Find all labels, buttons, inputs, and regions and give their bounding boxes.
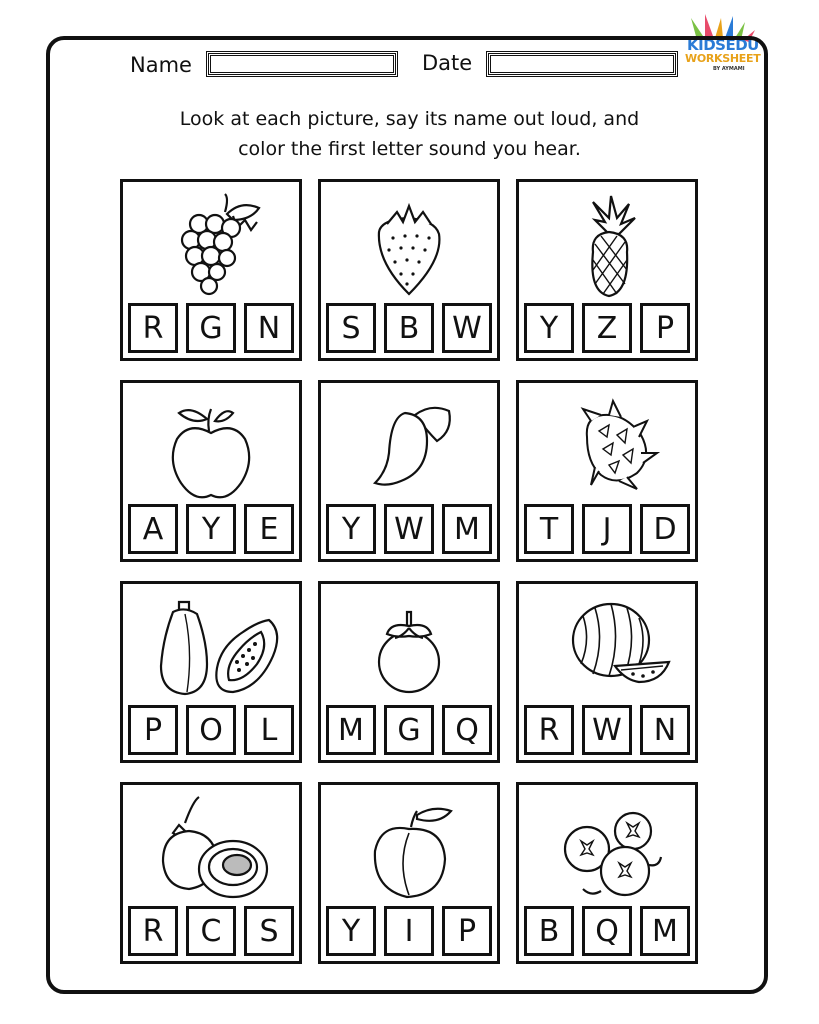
mangosteen-icon: [331, 592, 487, 704]
letter-box[interactable]: N: [244, 303, 294, 353]
letter-choices: [326, 705, 492, 755]
name-field[interactable]: [208, 53, 396, 75]
blueberries-icon: [529, 793, 685, 905]
letter-box[interactable]: T: [524, 504, 574, 554]
letter-box[interactable]: O: [186, 705, 236, 755]
pineapple-icon: [529, 190, 685, 302]
logo-text-byline: BY AYMAMI: [713, 66, 745, 72]
card-grapes: [120, 179, 302, 361]
apple-icon: [133, 391, 289, 503]
letter-box[interactable]: R: [128, 906, 178, 956]
letter-choices: [326, 504, 492, 554]
dragon-fruit-icon: [529, 391, 685, 503]
letter-box[interactable]: R: [524, 705, 574, 755]
logo-text-worksheet: WORKSHEET: [685, 52, 761, 65]
letter-choices: [128, 705, 294, 755]
date-label: Date: [422, 51, 473, 75]
letter-box[interactable]: Y: [524, 303, 574, 353]
letter-box[interactable]: J: [582, 504, 632, 554]
letter-box[interactable]: B: [384, 303, 434, 353]
card-dragon-fruit: [516, 380, 698, 562]
letter-choices: [326, 303, 492, 353]
letter-box[interactable]: S: [326, 303, 376, 353]
letter-choices: [524, 504, 690, 554]
letter-box[interactable]: E: [244, 504, 294, 554]
card-watermelon: [516, 581, 698, 763]
letter-choices: [524, 303, 690, 353]
letter-box[interactable]: L: [244, 705, 294, 755]
letter-box[interactable]: Q: [582, 906, 632, 956]
letter-box[interactable]: W: [384, 504, 434, 554]
letter-box[interactable]: M: [326, 705, 376, 755]
letter-box[interactable]: Y: [326, 906, 376, 956]
instructions: [0, 104, 819, 164]
instructions-line-1: Look at each picture, say its name out loud, and: [179, 108, 640, 130]
letter-box[interactable]: M: [640, 906, 690, 956]
letter-box[interactable]: P: [640, 303, 690, 353]
letter-box[interactable]: B: [524, 906, 574, 956]
coconut-icon: [133, 793, 289, 905]
letter-box[interactable]: N: [640, 705, 690, 755]
letter-box[interactable]: Y: [186, 504, 236, 554]
letter-box[interactable]: Z: [582, 303, 632, 353]
logo-text-kidsedu: KIDSEDU: [687, 36, 759, 54]
instructions-line-2: color the first letter sound you hear.: [238, 138, 581, 160]
mango-icon: [331, 391, 487, 503]
letter-box[interactable]: W: [442, 303, 492, 353]
peach-icon: [331, 793, 487, 905]
strawberry-icon: [331, 190, 487, 302]
letter-box[interactable]: G: [384, 705, 434, 755]
card-peach: [318, 782, 500, 964]
card-apple: [120, 380, 302, 562]
letter-box[interactable]: I: [384, 906, 434, 956]
letter-choices: [524, 705, 690, 755]
letter-choices: [128, 303, 294, 353]
letter-box[interactable]: Q: [442, 705, 492, 755]
name-label: Name: [130, 53, 192, 77]
letter-box[interactable]: W: [582, 705, 632, 755]
card-papaya: [120, 581, 302, 763]
papaya-icon: [133, 592, 289, 704]
card-pineapple: [516, 179, 698, 361]
watermelon-icon: [529, 592, 685, 704]
card-mangosteen: [318, 581, 500, 763]
letter-box[interactable]: M: [442, 504, 492, 554]
card-mango: [318, 380, 500, 562]
card-coconut: [120, 782, 302, 964]
letter-choices: [128, 504, 294, 554]
card-strawberry: [318, 179, 500, 361]
letter-box[interactable]: P: [442, 906, 492, 956]
letter-box[interactable]: R: [128, 303, 178, 353]
letter-box[interactable]: G: [186, 303, 236, 353]
card-blueberries: [516, 782, 698, 964]
letter-choices: [128, 906, 294, 956]
letter-box[interactable]: D: [640, 504, 690, 554]
letter-box[interactable]: P: [128, 705, 178, 755]
letter-box[interactable]: C: [186, 906, 236, 956]
letter-box[interactable]: A: [128, 504, 178, 554]
letter-box[interactable]: Y: [326, 504, 376, 554]
letter-choices: [326, 906, 492, 956]
letter-choices: [524, 906, 690, 956]
grapes-icon: [133, 190, 289, 302]
date-field[interactable]: [488, 53, 676, 75]
letter-box[interactable]: S: [244, 906, 294, 956]
